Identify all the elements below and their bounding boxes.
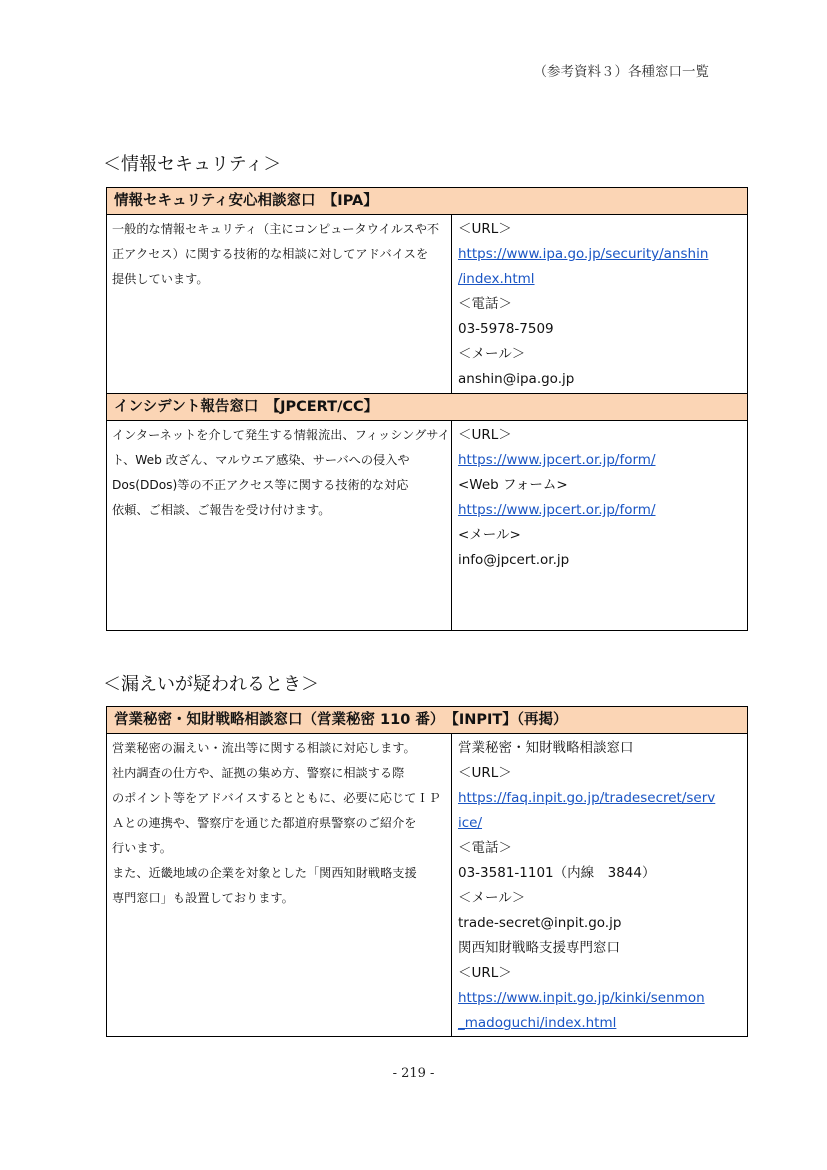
contact-label-url: ＜URL＞ — [458, 965, 512, 981]
description-line: のポイント等をアドバイスするとともに、必要に応じてＩＰ — [112, 791, 441, 805]
url-link-ipa-continued[interactable]: /index.html — [458, 271, 535, 287]
page-number: - 219 - — [392, 1066, 435, 1081]
email-address-jpcert: info@jpcert.or.jp — [458, 552, 570, 568]
document-header-note: （参考資料３）各種窓口一覧 — [533, 64, 709, 80]
entry-title-ipa: 情報セキュリティ安心相談窓口 【IPA】 — [107, 188, 748, 215]
phone-number-inpit: 03-3581-1101（内線 3844） — [458, 865, 656, 881]
email-address-ipa: anshin@ipa.go.jp — [458, 371, 575, 387]
web-form-link-jpcert[interactable]: https://www.jpcert.or.jp/form/ — [458, 502, 656, 518]
phone-number-ipa: 03-5978-7509 — [458, 321, 554, 337]
entry-description-inpit — [107, 734, 452, 1037]
url-link-jpcert[interactable]: https://www.jpcert.or.jp/form/ — [458, 452, 656, 468]
contact-label-mail: ＜メール＞ — [458, 346, 526, 362]
url-link-inpit-tradesecret-continued[interactable]: ice/ — [458, 815, 483, 831]
entry-contact-ipa — [452, 215, 748, 394]
description-line: Ａとの連携や、警察庁を通じた都道府県警察のご紹介を — [112, 816, 417, 830]
entry-contact-inpit — [452, 734, 748, 1037]
description-line: 社内調査の仕方や、証拠の集め方、警察に相談する際 — [112, 766, 405, 780]
entry-title-inpit: 営業秘密・知財戦略相談窓口（営業秘密 110 番） 【INPIT】（再掲） — [107, 707, 748, 734]
description-line: 正アクセス）に関する技術的な相談に対してアドバイスを — [112, 247, 429, 261]
url-link-inpit-tradesecret[interactable]: https://faq.inpit.go.jp/tradesecret/serv — [458, 790, 716, 806]
contact-label-url: ＜URL＞ — [458, 427, 512, 443]
contact-label-phone: ＜電話＞ — [458, 296, 512, 312]
description-line: 行います。 — [112, 841, 172, 855]
url-link-inpit-kinki-continued[interactable]: _madoguchi/index.html — [458, 1015, 617, 1031]
description-line: ト、Web 改ざん、マルウエア感染、サーバへの侵入や — [112, 453, 410, 467]
entry-title-jpcert: インシデント報告窓口 【JPCERT/CC】 — [107, 394, 748, 421]
contact-office-name: 営業秘密・知財戦略相談窓口 — [458, 740, 634, 756]
description-line: 専門窓口」も設置しております。 — [112, 891, 294, 905]
contact-label-url: ＜URL＞ — [458, 221, 512, 237]
description-line: 一般的な情報セキュリティ（主にコンピュータウイルスや不 — [112, 222, 440, 236]
contact-label-mail: ＜メール＞ — [458, 890, 526, 906]
entry-description-ipa — [107, 215, 452, 394]
contact-table-information-security — [106, 187, 748, 631]
contact-office-name-kansai: 関西知財戦略支援専門窓口 — [458, 940, 620, 956]
section-heading-leak-suspected: ＜漏えいが疑われるとき＞ — [103, 674, 319, 695]
contact-label-url: ＜URL＞ — [458, 765, 512, 781]
description-line: また、近畿地域の企業を対象とした「関西知財戦略支援 — [112, 866, 417, 880]
description-line: Dos(DDos)等の不正アクセス等に関する技術的な対応 — [112, 478, 409, 492]
description-line: 提供しています。 — [112, 272, 209, 286]
url-link-inpit-kinki[interactable]: https://www.inpit.go.jp/kinki/senmon — [458, 990, 705, 1006]
contact-label-web-form: <Web フォーム> — [458, 477, 568, 493]
contact-label-phone: ＜電話＞ — [458, 840, 512, 856]
description-line: インターネットを介して発生する情報流出、フィッシングサイ — [112, 428, 450, 442]
entry-contact-jpcert — [452, 421, 748, 631]
email-address-inpit: trade-secret@inpit.go.jp — [458, 915, 622, 931]
contact-label-mail: <メール> — [458, 527, 521, 543]
contact-table-leak-suspected — [106, 706, 748, 1037]
description-line: 営業秘密の漏えい・流出等に関する相談に対応します。 — [112, 741, 416, 755]
section-heading-information-security: ＜情報セキュリティ＞ — [103, 154, 282, 175]
entry-description-jpcert — [107, 421, 452, 631]
description-line: 依頼、ご相談、ご報告を受け付けます。 — [112, 503, 331, 517]
url-link-ipa[interactable]: https://www.ipa.go.jp/security/anshin — [458, 246, 709, 262]
